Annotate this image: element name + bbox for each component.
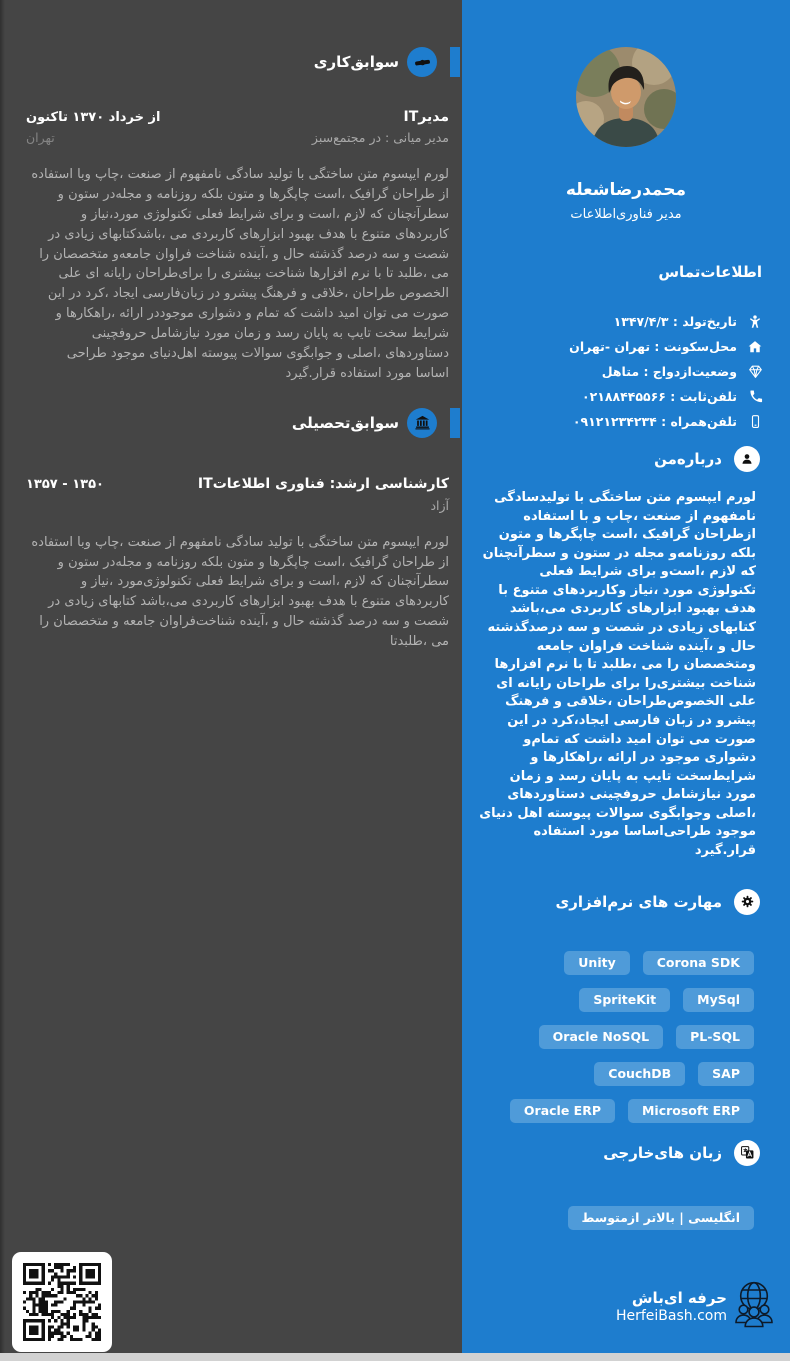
language-badges xyxy=(462,1206,790,1230)
work-entry-subheader xyxy=(26,130,449,145)
phone-icon xyxy=(746,389,764,404)
education-section-title: سوابق‌تحصیلی xyxy=(291,413,399,432)
skill-badge: MySql xyxy=(683,988,754,1012)
person-job-title: مدیر فناوری‌اطلاعات xyxy=(570,207,682,222)
section-tab xyxy=(450,47,460,77)
bank-icon xyxy=(407,408,437,438)
contact-row-residence xyxy=(488,334,764,359)
education-section-header xyxy=(0,408,462,438)
section-tab xyxy=(450,408,460,438)
profile-photo xyxy=(576,47,676,147)
education-entry-subheader xyxy=(26,498,449,513)
about-section-title: درباره‌من xyxy=(654,450,722,468)
work-location: تهران xyxy=(26,130,55,145)
education-degree: کارشناسی ارشد: فناوری اطلاعاتIT xyxy=(197,475,449,492)
skills-section-header xyxy=(462,889,790,915)
skill-badge: CouchDB xyxy=(594,1062,685,1086)
sidebar xyxy=(462,0,790,1353)
skill-badges xyxy=(462,951,790,1123)
brand-name: حرفه ای‌باش xyxy=(631,1288,727,1307)
contact-row-landline xyxy=(488,384,764,409)
skill-badge: Microsoft ERP xyxy=(628,1099,754,1123)
page-bottom-strip xyxy=(0,1353,790,1361)
languages-section-title: زبان های‌خارجی xyxy=(603,1143,722,1162)
work-entry-header xyxy=(26,109,449,125)
contact-text: وضعیت‌ازدواج : متاهل xyxy=(601,364,737,379)
handshake-icon xyxy=(407,47,437,77)
work-role: مدیرIT xyxy=(403,109,449,125)
skill-badge: Oracle ERP xyxy=(510,1099,615,1123)
qr-code-svg xyxy=(23,1263,101,1341)
language-badge: انگلیسی | بالاتر ازمتوسط xyxy=(568,1206,754,1230)
mobile-icon xyxy=(746,414,764,429)
skill-badge: PL-SQL xyxy=(676,1025,754,1049)
gear-icon xyxy=(734,889,760,915)
education-entry-header xyxy=(26,476,449,492)
translate-icon xyxy=(734,1140,760,1166)
skills-section-title: مهارت های نرم‌افزاری xyxy=(555,892,722,911)
contact-row-birthdate xyxy=(488,309,764,334)
skill-badge: SpriteKit xyxy=(579,988,670,1012)
contact-text: محل‌سکونت : تهران -تهران xyxy=(569,339,737,354)
brand-url[interactable]: HerfeiBash.com xyxy=(615,1307,727,1324)
home-icon xyxy=(746,339,764,355)
work-subtitle: مدیر میانی : در مجتمع‌سبز xyxy=(311,130,449,145)
site-footer xyxy=(616,1277,778,1337)
education-description: لورم ایپسوم متن ساختگی با تولید سادگی نامفهوم از صنعت ،چاپ وبا استفاده از طراحان گرافیک ،است چاپگرها و متون بلکه روزنامه و مجله‌در ستون و سطرآنچنان که لازم ،است و برای شرایط فعلی تکنولوژی‌مورد ،نیاز و کاربردهای متنوع با هدف بهبود ابزارهای کاربردی می،باشد کتابهای زیادی در شصت و سه درصد گذشته حال و ،آینده شناخت‌فراوان جامعه و متخصصان را می ،طلبدتا xyxy=(31,534,449,649)
person-name: محمدرضاشعله xyxy=(565,180,687,200)
person-icon xyxy=(734,446,760,472)
contact-list xyxy=(462,309,790,434)
skill-badge: SAP xyxy=(698,1062,754,1086)
about-section-header xyxy=(462,446,790,472)
work-period: از خرداد ۱۳۷۰ تاکنون xyxy=(26,110,161,125)
skill-badge: Oracle NoSQL xyxy=(539,1025,663,1049)
work-section-title: سوابق‌کاری xyxy=(313,53,399,71)
child-icon xyxy=(746,314,764,330)
education-period: ۱۳۵۰ - ۱۳۵۷ xyxy=(26,476,104,492)
contact-text: تاریخ‌تولد : ۱۳۴۷/۴/۳ xyxy=(613,314,737,329)
contact-row-marital-status xyxy=(488,359,764,384)
about-text: لورم ایپسوم متن ساختگی با تولیدسادگی نامفهوم از صنعت ،چاپ و با استفاده ازطراحان گرافیک ،است چاپگرها و متون بلکه روزنامه‌و مجله در ستون و سطرآنچنان که لازم ،است‌و برای شرایط فعلی تکنولوژی مورد ،نیاز وکاربردهای متنوع با هدف بهبود ابزارهای کاربردی می‌،باشد کتابهای زیادی در شصت و سه درصدگذشته حال و ،آینده شناخت فراوان جامعه ومتخصصان را می ،طلبد تا با نرم افزارها شناخت بیشتری‌را برای طراحان رایانه ای علی الخصوص‌طراحان ،خلاقی و فرهنگ پیشرو در زبان فارسی ایجاد،کرد در این صورت می توان امید داشت که تمام‌و دشواری موجود در ارائه ،راهکارها و شرایط‌سخت تایپ به پایان رسد و زمان مورد نیازشامل حروفچینی دستاوردهای ،اصلی وجوابگوی سوالات پیوسته اهل دنیای موجود طراحی‌اساسا مورد استفاده قرار.گیرد xyxy=(479,490,756,858)
skill-badge: Corona SDK xyxy=(643,951,754,975)
contact-row-mobile xyxy=(488,409,764,434)
skill-badge: Unity xyxy=(564,951,629,975)
qr-code xyxy=(12,1252,112,1352)
contact-text: تلفن‌همراه : ۰۹۱۲۱۲۳۴۲۳۴ xyxy=(572,414,737,429)
work-description: لورم ایپسوم متن ساختگی با تولید سادگی نامفهوم از صنعت ،چاپ وبا استفاده از طراحان گرافیک ،است چاپگرها و متون بلکه روزنامه و مجله‌در ستون و سطرآنچنان که لازم ،است و برای شرایط فعلی تکنولوژی مورد،نیاز و کاربردهای متنوع با هدف بهبود ابزارهای کاربردی می ،باشدکتابهای زیادی در شصت و سه درصد گذشته حال و ،آینده شناخت فراوان جامعه‌و متخصصان را می ،طلبد تا با نرم افزارها شناخت بیشتری را برای‌طراحان رایانه ای علی الخصوص طراحان ،خلاقی و فرهنگ پیشرو در زبان‌فارسی ایجاد ،کرد در این صورت می توان امید داشت که تمام و دشواری موجوددر ارائه ،راهکارها و شرایط سخت تایپ به پایان رسد و زمان مورد نیازشامل حروفچینی دستاوردهای ،اصلی و جوابگوی سوالات پیوسته اهل‌دنیای موجود طراحی اساسا مورد استفاده قرار.گیرد xyxy=(31,167,449,381)
globe-people-logo xyxy=(730,1277,778,1337)
work-section-header xyxy=(0,47,462,77)
contact-text: تلفن‌ثابت : ۰۲۱۸۸۴۴۵۵۶۶ xyxy=(582,389,737,404)
contact-section-title: اطلاعات‌تماس xyxy=(658,263,762,281)
diamond-icon xyxy=(746,363,764,380)
languages-section-header xyxy=(462,1140,790,1166)
education-institution: آزاد xyxy=(430,497,449,513)
